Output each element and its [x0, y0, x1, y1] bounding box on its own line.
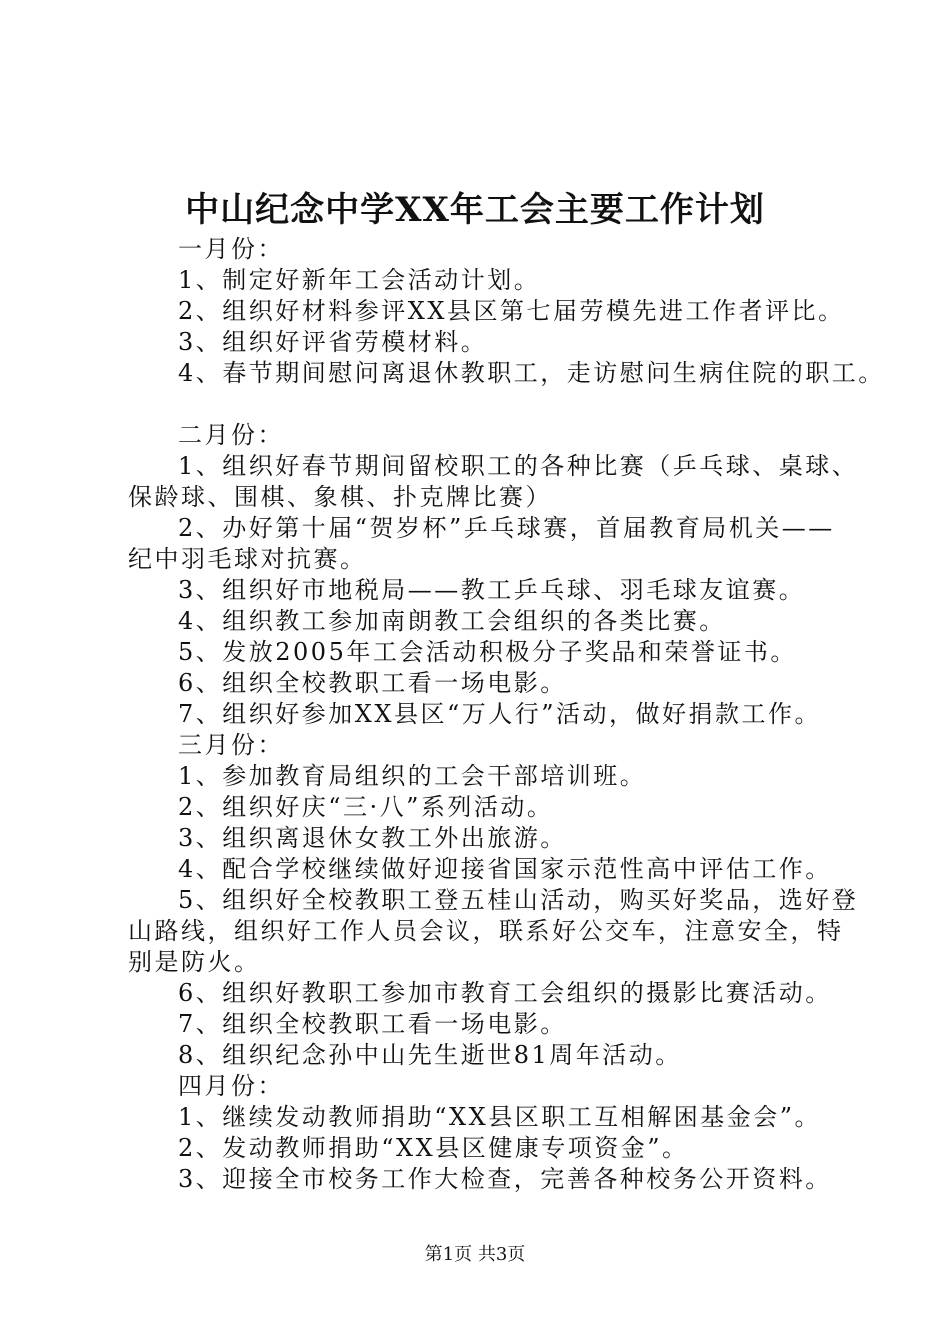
- text-line: 1、组织好春节期间留校职工的各种比赛（乒乓球、桌球、: [178, 452, 859, 480]
- document-body: [128, 234, 885, 1195]
- section-heading-march: 三月份：: [178, 731, 284, 759]
- document-title: 中山纪念中学XX年工会主要工作计划: [185, 190, 765, 230]
- text-line: 1、参加教育局组织的工会干部培训班。: [178, 762, 647, 790]
- page-number-footer: 第1页 共3页: [424, 1244, 526, 1265]
- text-line: 1、继续发动教师捐助“XX县区职工互相解困基金会”。: [178, 1103, 821, 1131]
- text-line: 2、办好第十届“贺岁杯”乒乓球赛，首届教育局机关——: [178, 514, 835, 542]
- text-line: 7、组织全校教职工看一场电影。: [178, 1010, 567, 1038]
- text-line: 5、组织好全校教职工登五桂山活动，购买好奖品，选好登: [178, 886, 859, 914]
- text-line: 7、组织好参加XX县区“万人行”活动，做好捐款工作。: [178, 700, 821, 728]
- section-heading-february: 二月份：: [178, 421, 284, 449]
- text-line: 4、组织教工参加南朗教工会组织的各类比赛。: [178, 607, 726, 635]
- text-line: 5、发放2005年工会活动积极分子奖品和荣誉证书。: [178, 638, 797, 666]
- text-line: 4、配合学校继续做好迎接省国家示范性高中评估工作。: [178, 855, 832, 883]
- text-line: 8、组织纪念孙中山先生逝世81周年活动。: [178, 1041, 682, 1069]
- text-line: 保龄球、围棋、象棋、扑克牌比赛）: [128, 483, 552, 511]
- text-line: 山路线，组织好工作人员会议，联系好公交车，注意安全，特: [128, 917, 844, 945]
- blank-line: [128, 389, 848, 420]
- text-line: 3、组织好市地税局——教工乒乓球、羽毛球友谊赛。: [178, 576, 806, 604]
- text-line: 2、发动教师捐助“XX县区健康专项资金”。: [178, 1134, 689, 1162]
- text-line: 6、组织全校教职工看一场电影。: [178, 669, 567, 697]
- text-line: 1、制定好新年工会活动计划。: [178, 266, 541, 294]
- text-line: 2、组织好材料参评XX县区第七届劳模先进工作者评比。: [178, 297, 845, 325]
- text-line: 3、组织好评省劳模材料。: [178, 328, 488, 356]
- text-line: 别是防火。: [128, 948, 261, 976]
- text-line: 纪中羽毛球对抗赛。: [128, 545, 367, 573]
- text-line: 3、迎接全市校务工作大检查，完善各种校务公开资料。: [178, 1165, 832, 1193]
- text-line: 3、组织离退休女教工外出旅游。: [178, 824, 567, 852]
- text-line: 4、春节期间慰问离退休教职工，走访慰问生病住院的职工。: [178, 359, 885, 387]
- section-heading-april: 四月份：: [178, 1072, 284, 1100]
- section-heading-january: 一月份：: [178, 235, 284, 263]
- text-line: 2、组织好庆“三·八”系列活动。: [178, 793, 554, 821]
- text-line: 6、组织好教职工参加市教育工会组织的摄影比赛活动。: [178, 979, 832, 1007]
